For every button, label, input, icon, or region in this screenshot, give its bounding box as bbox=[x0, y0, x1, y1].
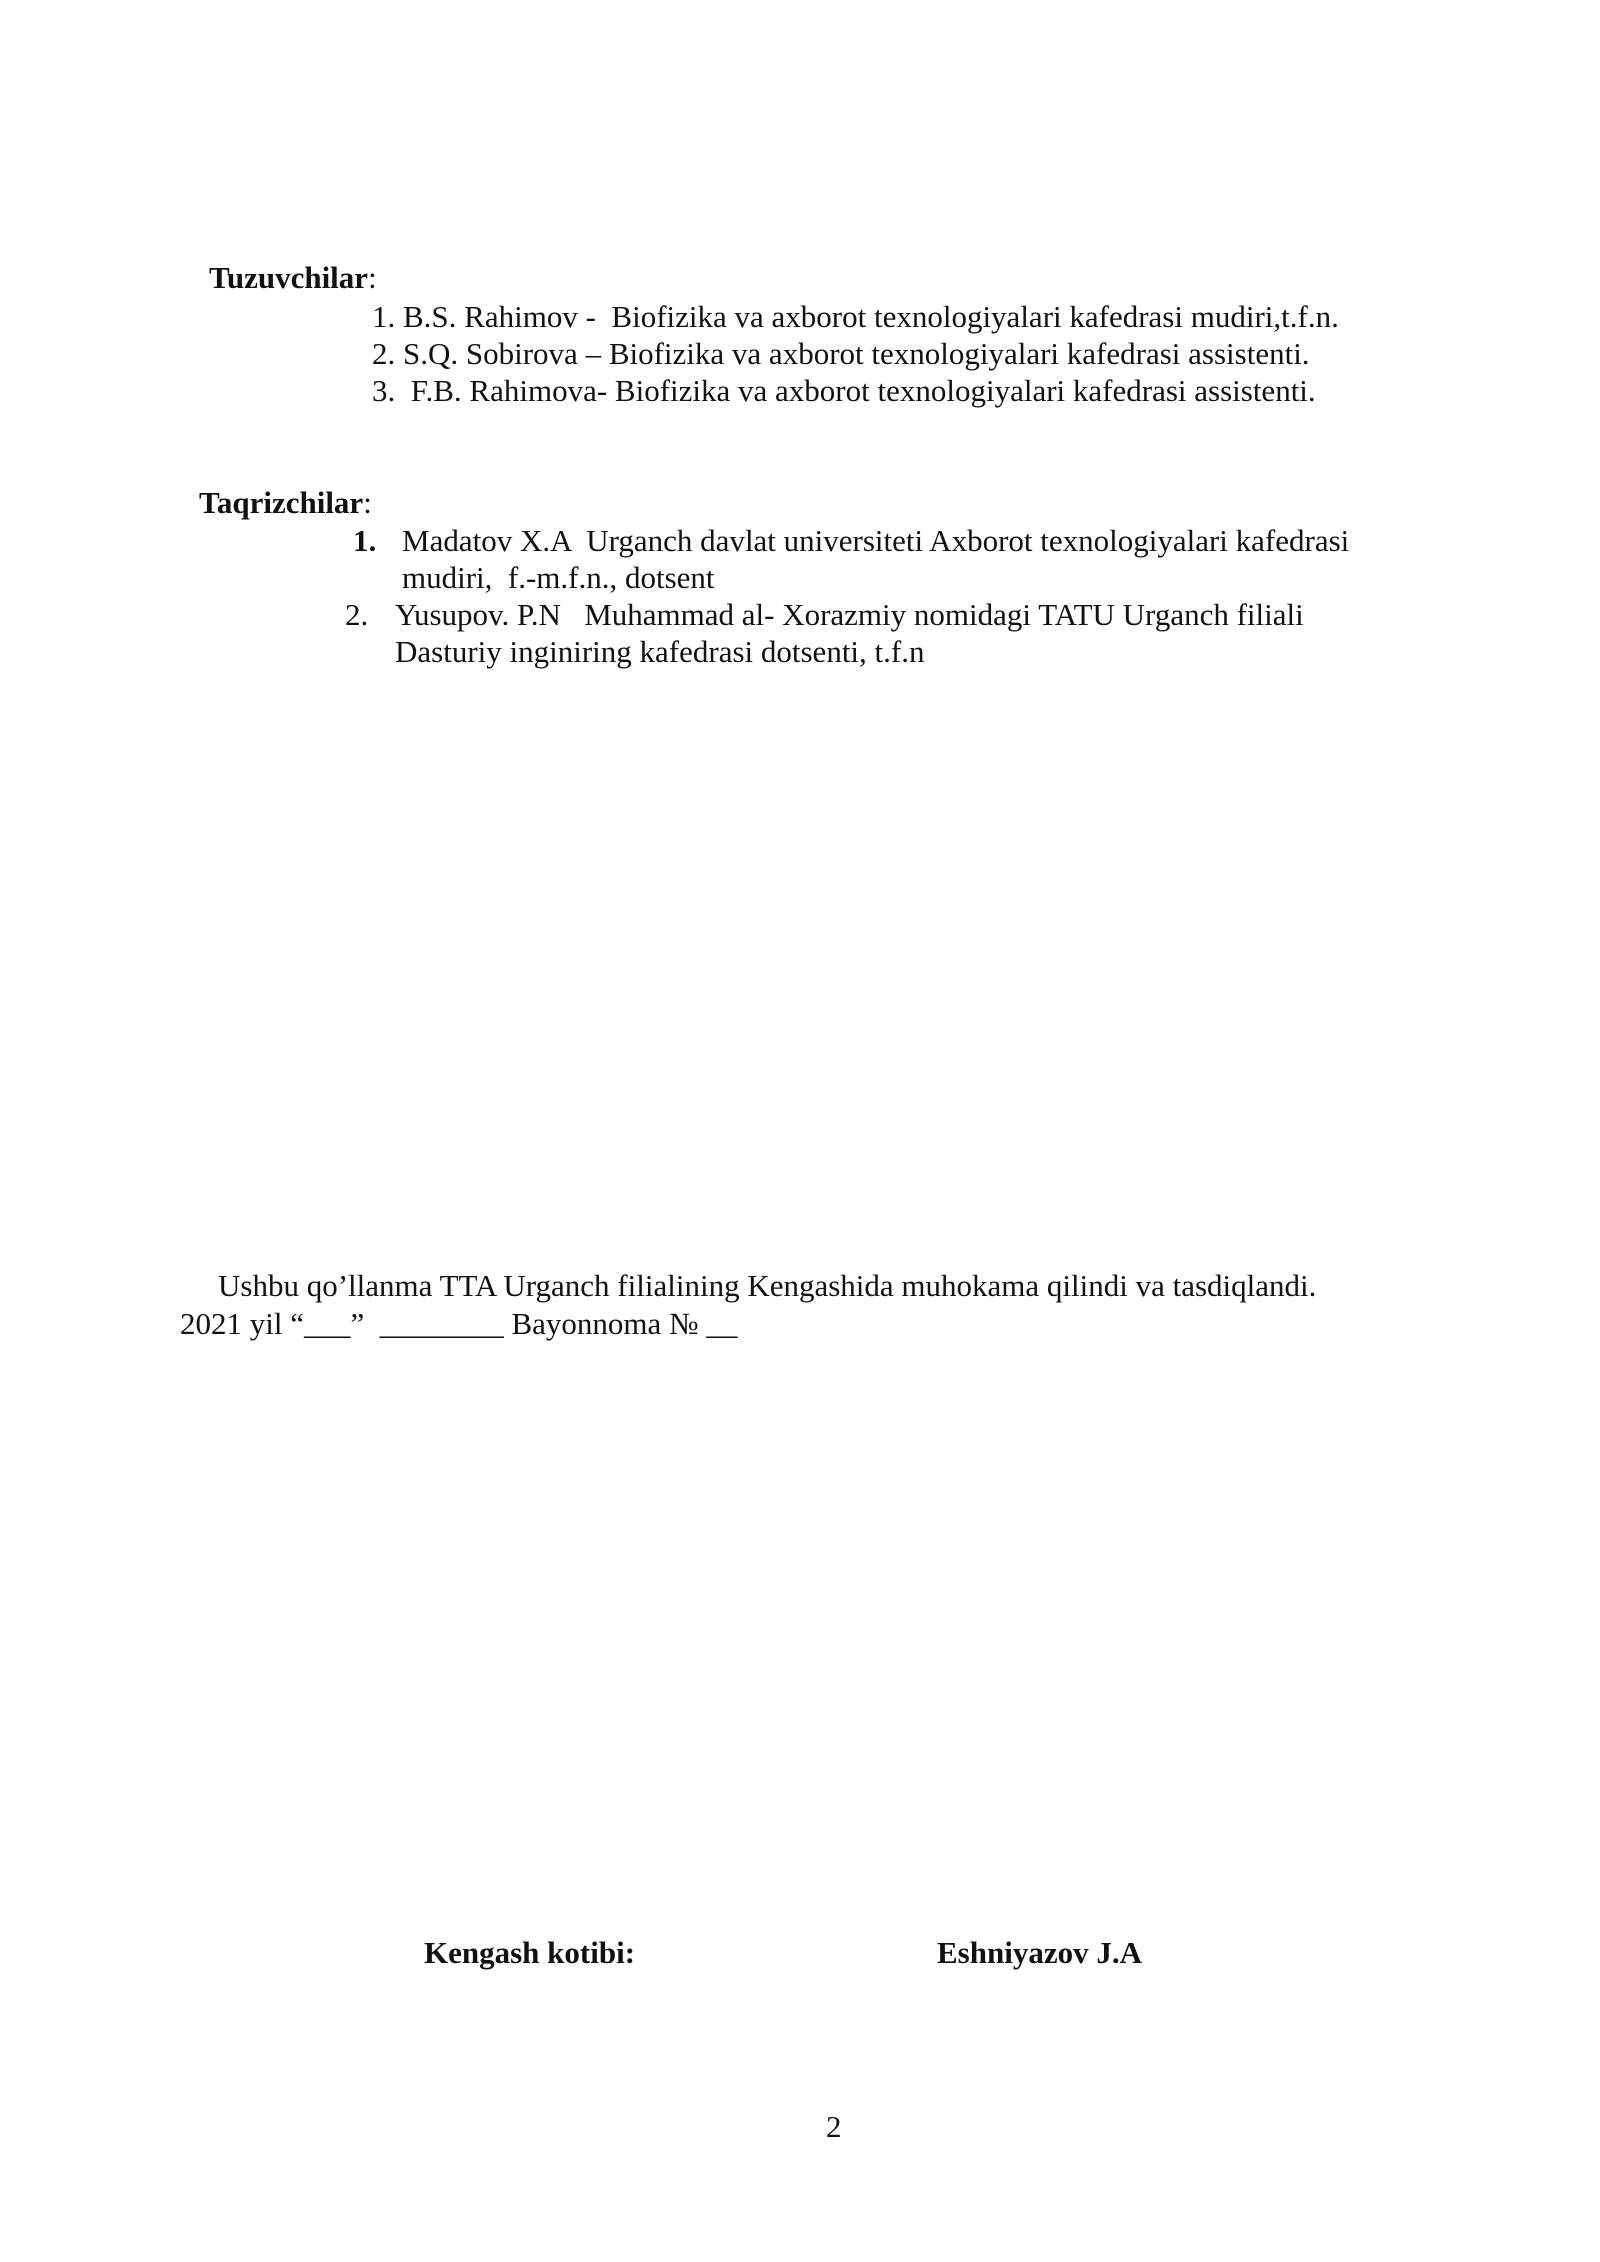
compilers-heading-text: Tuzuvchilar bbox=[209, 260, 369, 295]
compiler-item: 1. B.S. Rahimov - Biofizika va axborot texnologiyalari kafedrasi mudiri,t.f.n. bbox=[372, 299, 1339, 334]
reviewer-item-line: Yusupov. P.N Muhammad al- Xorazmiy nomidagi TATU Urganch filiali bbox=[395, 597, 1304, 632]
compilers-heading-colon: : bbox=[368, 260, 377, 295]
secretary-name: Eshniyazov J.A bbox=[937, 1935, 1142, 1970]
compilers-heading bbox=[209, 260, 377, 296]
reviewers-heading-colon: : bbox=[363, 485, 372, 520]
reviewer-item-line: Dasturiy inginiring kafedrasi dotsenti, t.f.n bbox=[395, 634, 925, 669]
reviewer-number: 2. bbox=[345, 597, 369, 632]
reviewer-item-line: Madatov X.A Urganch davlat universiteti Axborot texnologiyalari kafedrasi bbox=[402, 523, 1350, 558]
page-number: 2 bbox=[826, 2109, 842, 2144]
approval-date-line: 2021 yil “___” ________ Bayonnoma № __ bbox=[180, 1306, 738, 1341]
reviewers-heading-text: Taqrizchilar bbox=[199, 485, 364, 520]
reviewer-number: 1. bbox=[353, 523, 377, 558]
approval-statement: Ushbu qo’llanma TTA Urganch filialining Kengashida muhokama qilindi va tasdiqlandi. bbox=[218, 1268, 1317, 1303]
reviewer-item-line: mudiri, f.-m.f.n., dotsent bbox=[402, 560, 715, 595]
compiler-item: 3. F.B. Rahimova- Biofizika va axborot texnologiyalari kafedrasi assistenti. bbox=[372, 373, 1316, 408]
secretary-label: Kengash kotibi: bbox=[424, 1935, 636, 1970]
reviewers-heading bbox=[199, 485, 372, 521]
compiler-item: 2. S.Q. Sobirova – Biofizika va axborot texnologiyalari kafedrasi assistenti. bbox=[372, 336, 1310, 371]
